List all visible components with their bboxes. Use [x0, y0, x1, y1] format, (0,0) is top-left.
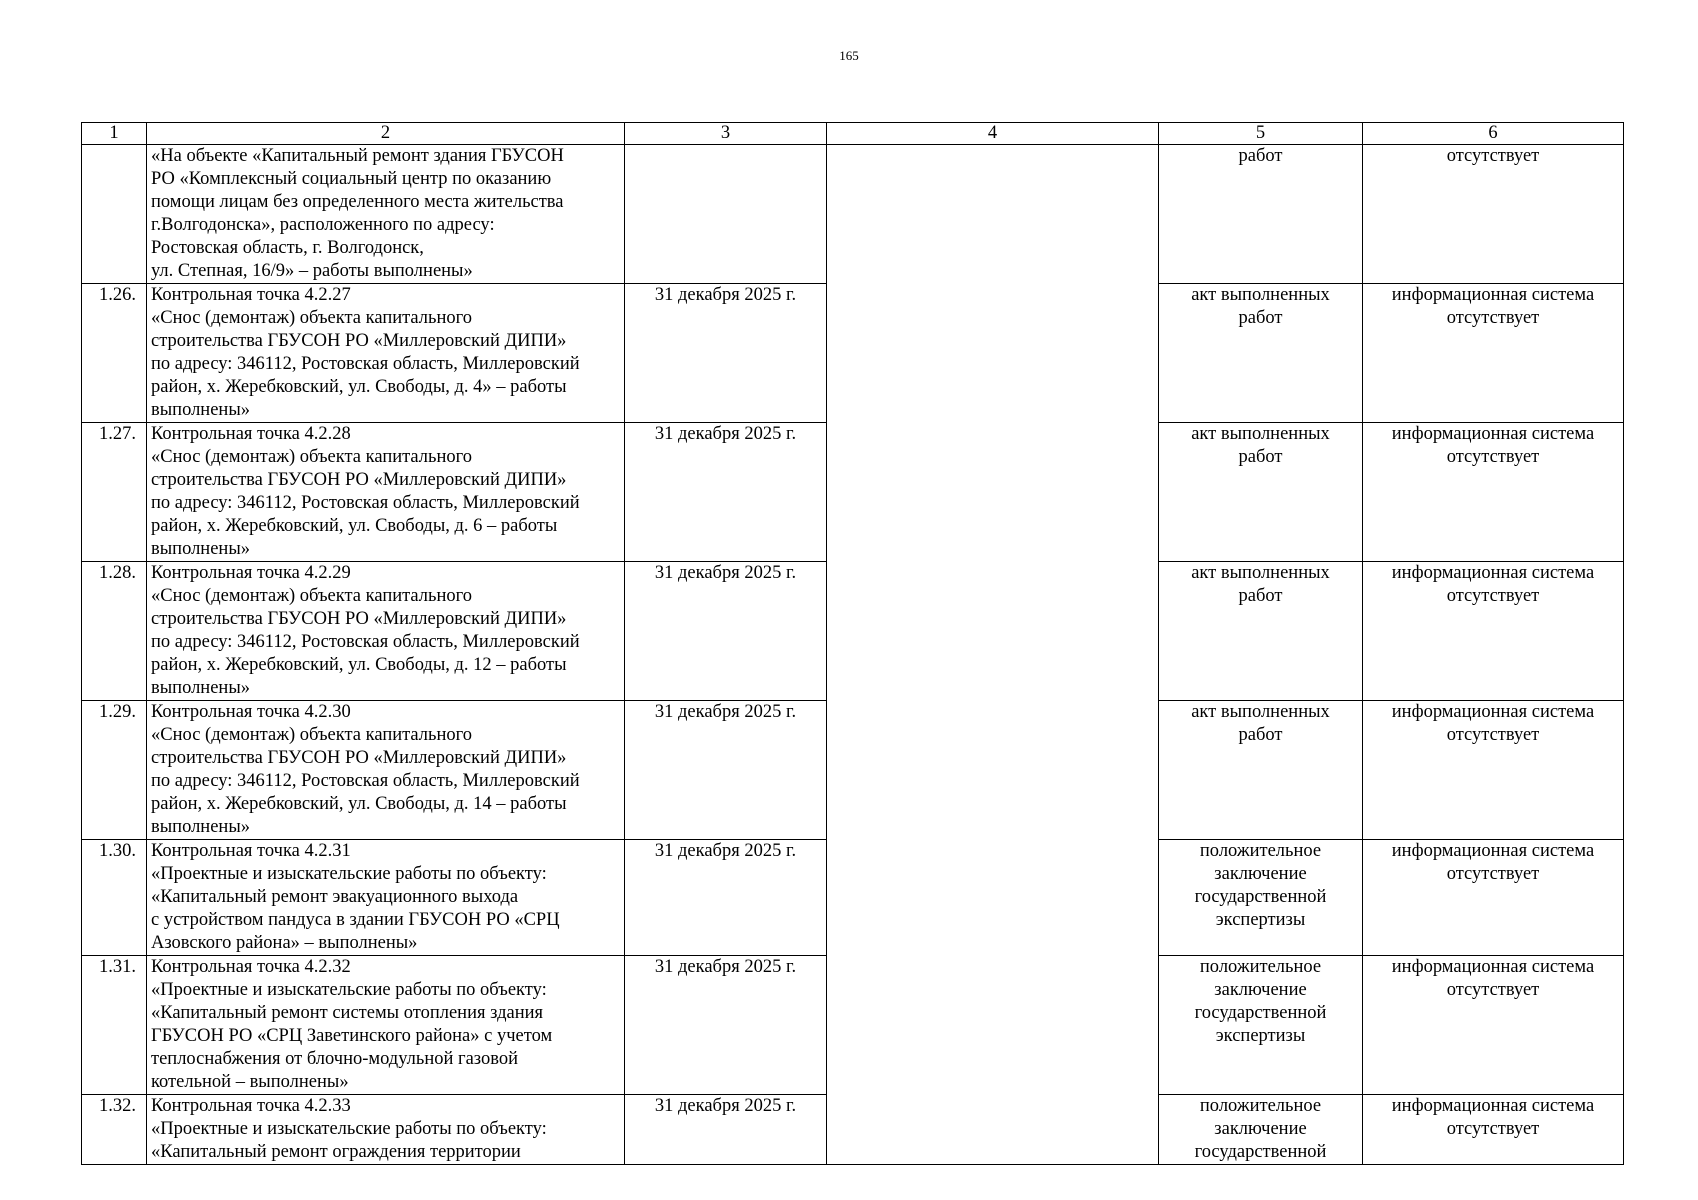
- row-number: 1.26.: [82, 284, 147, 423]
- control-point-description-line: «Проектные и изыскательские работы по объекту:: [151, 864, 547, 884]
- control-point-description: [147, 956, 625, 1095]
- confirming-document: [1159, 701, 1363, 840]
- control-point-description-line: «Снос (демонтаж) объекта капитального: [151, 308, 472, 328]
- confirming-document-line: работ: [1238, 146, 1283, 166]
- information-system: [1363, 284, 1624, 423]
- confirming-document-line: заключение: [1214, 980, 1307, 1000]
- control-point-description-line: г.Волгодонска», расположенного по адресу:: [151, 215, 495, 235]
- table-body: [82, 123, 1624, 1165]
- deadline-date: 31 декабря 2025 г.: [625, 840, 827, 956]
- control-point-description-line: по адресу: 346112, Ростовская область, Миллеровский: [151, 632, 580, 652]
- information-system-line: информационная система: [1391, 424, 1595, 444]
- confirming-document-line: заключение: [1214, 1119, 1307, 1139]
- control-point-description-line: по адресу: 346112, Ростовская область, Миллеровский: [151, 354, 580, 374]
- confirming-document: [1159, 284, 1363, 423]
- control-point-description-line: по адресу: 346112, Ростовская область, Миллеровский: [151, 771, 580, 791]
- confirming-document-line: государственной: [1194, 887, 1327, 907]
- control-point-description: [147, 284, 625, 423]
- column-header: 3: [625, 123, 827, 145]
- row-number: 1.31.: [82, 956, 147, 1095]
- control-point-description: [147, 701, 625, 840]
- column-header: 1: [82, 123, 147, 145]
- information-system: [1363, 423, 1624, 562]
- control-point-description-line: «Снос (демонтаж) объекта капитального: [151, 725, 472, 745]
- control-point-description-line: выполнены»: [151, 817, 250, 837]
- information-system-line: отсутствует: [1446, 980, 1540, 1000]
- row-number: 1.27.: [82, 423, 147, 562]
- control-point-description-line: Ростовская область, г. Волгодонск,: [151, 238, 424, 258]
- confirming-document: [1159, 840, 1363, 956]
- table-row: [82, 145, 1624, 284]
- deadline-date: 31 декабря 2025 г.: [625, 701, 827, 840]
- information-system: [1363, 145, 1624, 284]
- row-number: 1.29.: [82, 701, 147, 840]
- control-point-description-line: Контрольная точка 4.2.28: [151, 424, 351, 444]
- control-point-description-line: район, х. Жеребковский, ул. Свободы, д. 6 – работы: [151, 516, 558, 536]
- column-header: 5: [1159, 123, 1363, 145]
- confirming-document-line: государственной: [1194, 1142, 1327, 1162]
- information-system-line: информационная система: [1391, 957, 1595, 977]
- control-point-description-line: котельной – выполнены»: [151, 1072, 349, 1092]
- information-system-line: отсутствует: [1446, 1119, 1540, 1139]
- information-system-line: информационная система: [1391, 285, 1595, 305]
- information-system-line: информационная система: [1391, 1096, 1595, 1116]
- control-point-description-line: Азовского района» – выполнены»: [151, 933, 418, 953]
- confirming-document-line: акт выполненных: [1191, 702, 1330, 722]
- information-system-line: отсутствует: [1446, 586, 1540, 606]
- control-point-description-line: с устройством пандуса в здании ГБУСОН РО «СРЦ: [151, 910, 560, 930]
- deadline-date: 31 декабря 2025 г.: [625, 423, 827, 562]
- control-point-description-line: район, х. Жеребковский, ул. Свободы, д. 12 – работы: [151, 655, 567, 675]
- control-point-description-line: выполнены»: [151, 539, 250, 559]
- confirming-document: [1159, 1095, 1363, 1165]
- deadline-date: [625, 145, 827, 284]
- control-point-description-line: выполнены»: [151, 400, 250, 420]
- control-point-description: [147, 840, 625, 956]
- deadline-date: 31 декабря 2025 г.: [625, 956, 827, 1095]
- control-point-description-line: район, х. Жеребковский, ул. Свободы, д. 14 – работы: [151, 794, 567, 814]
- control-point-description-line: «Снос (демонтаж) объекта капитального: [151, 447, 472, 467]
- confirming-document-line: государственной: [1194, 1003, 1327, 1023]
- control-point-description-line: строительства ГБУСОН РО «Миллеровский ДИПИ»: [151, 609, 567, 629]
- control-point-description-line: «Снос (демонтаж) объекта капитального: [151, 586, 472, 606]
- column-header: 4: [827, 123, 1159, 145]
- information-system: [1363, 956, 1624, 1095]
- column-header: 2: [147, 123, 625, 145]
- control-point-description-line: «Капитальный ремонт системы отопления здания: [151, 1003, 544, 1023]
- row-number: 1.32.: [82, 1095, 147, 1165]
- information-system-line: отсутствует: [1446, 146, 1540, 166]
- control-point-description-line: строительства ГБУСОН РО «Миллеровский ДИПИ»: [151, 748, 567, 768]
- control-point-description-line: «Капитальный ремонт ограждения территории: [151, 1142, 521, 1162]
- information-system: [1363, 562, 1624, 701]
- control-point-description-line: «На объекте «Капитальный ремонт здания ГБУСОН: [151, 146, 564, 166]
- table-header-row: [82, 123, 1624, 145]
- confirming-document-line: экспертизы: [1215, 1026, 1306, 1046]
- responsible-executor-cell: [827, 145, 1159, 1165]
- information-system: [1363, 840, 1624, 956]
- information-system: [1363, 701, 1624, 840]
- confirming-document-line: работ: [1238, 308, 1283, 328]
- control-point-description-line: строительства ГБУСОН РО «Миллеровский ДИПИ»: [151, 470, 567, 490]
- deadline-date: 31 декабря 2025 г.: [625, 562, 827, 701]
- confirming-document-line: работ: [1238, 447, 1283, 467]
- control-point-description-line: РО «Комплексный социальный центр по оказанию: [151, 169, 552, 189]
- confirming-document-line: положительное: [1199, 957, 1322, 977]
- control-point-description-line: по адресу: 346112, Ростовская область, Миллеровский: [151, 493, 580, 513]
- control-point-description-line: Контрольная точка 4.2.27: [151, 285, 351, 305]
- control-point-description: [147, 145, 625, 284]
- information-system-line: информационная система: [1391, 563, 1595, 583]
- confirming-document: [1159, 562, 1363, 701]
- information-system: [1363, 1095, 1624, 1165]
- control-point-description: [147, 423, 625, 562]
- row-number: 1.28.: [82, 562, 147, 701]
- confirming-document-line: экспертизы: [1215, 910, 1306, 930]
- information-system-line: информационная система: [1391, 841, 1595, 861]
- confirming-document-line: акт выполненных: [1191, 563, 1330, 583]
- column-header: 6: [1363, 123, 1624, 145]
- control-point-description-line: ГБУСОН РО «СРЦ Заветинского района» с учетом: [151, 1026, 553, 1046]
- information-system-line: отсутствует: [1446, 447, 1540, 467]
- confirming-document-line: положительное: [1199, 841, 1322, 861]
- control-point-description-line: Контрольная точка 4.2.32: [151, 957, 351, 977]
- confirming-document-line: работ: [1238, 725, 1283, 745]
- row-number: [82, 145, 147, 284]
- control-point-description: [147, 1095, 625, 1165]
- deadline-date: 31 декабря 2025 г.: [625, 284, 827, 423]
- control-point-description-line: Контрольная точка 4.2.29: [151, 563, 351, 583]
- control-point-description-line: район, х. Жеребковский, ул. Свободы, д. 4» – работы: [151, 377, 567, 397]
- confirming-document: [1159, 423, 1363, 562]
- confirming-document-line: работ: [1238, 586, 1283, 606]
- row-number: 1.30.: [82, 840, 147, 956]
- confirming-document-line: акт выполненных: [1191, 285, 1330, 305]
- control-point-description-line: ул. Степная, 16/9» – работы выполнены»: [151, 261, 473, 281]
- control-point-description-line: выполнены»: [151, 678, 250, 698]
- control-point-description-line: строительства ГБУСОН РО «Миллеровский ДИПИ»: [151, 331, 567, 351]
- confirming-document: [1159, 145, 1363, 284]
- control-point-description-line: Контрольная точка 4.2.33: [151, 1096, 351, 1116]
- control-point-description-line: помощи лицам без определенного места жительства: [151, 192, 564, 212]
- information-system-line: отсутствует: [1446, 864, 1540, 884]
- control-point-description: [147, 562, 625, 701]
- information-system-line: информационная система: [1391, 702, 1595, 722]
- deadline-date: 31 декабря 2025 г.: [625, 1095, 827, 1165]
- control-point-description-line: Контрольная точка 4.2.31: [151, 841, 351, 861]
- page-number: 165: [839, 48, 859, 63]
- information-system-line: отсутствует: [1446, 725, 1540, 745]
- control-point-description-line: «Проектные и изыскательские работы по объекту:: [151, 980, 547, 1000]
- confirming-document-line: акт выполненных: [1191, 424, 1330, 444]
- confirming-document-line: положительное: [1199, 1096, 1322, 1116]
- control-point-description-line: Контрольная точка 4.2.30: [151, 702, 351, 722]
- control-point-description-line: «Капитальный ремонт эвакуационного выхода: [151, 887, 519, 907]
- confirming-document-line: заключение: [1214, 864, 1307, 884]
- control-point-description-line: теплоснабжения от блочно-модульной газовой: [151, 1049, 519, 1069]
- control-points-table: [81, 122, 1624, 1165]
- confirming-document: [1159, 956, 1363, 1095]
- information-system-line: отсутствует: [1446, 308, 1540, 328]
- control-point-description-line: «Проектные и изыскательские работы по объекту:: [151, 1119, 547, 1139]
